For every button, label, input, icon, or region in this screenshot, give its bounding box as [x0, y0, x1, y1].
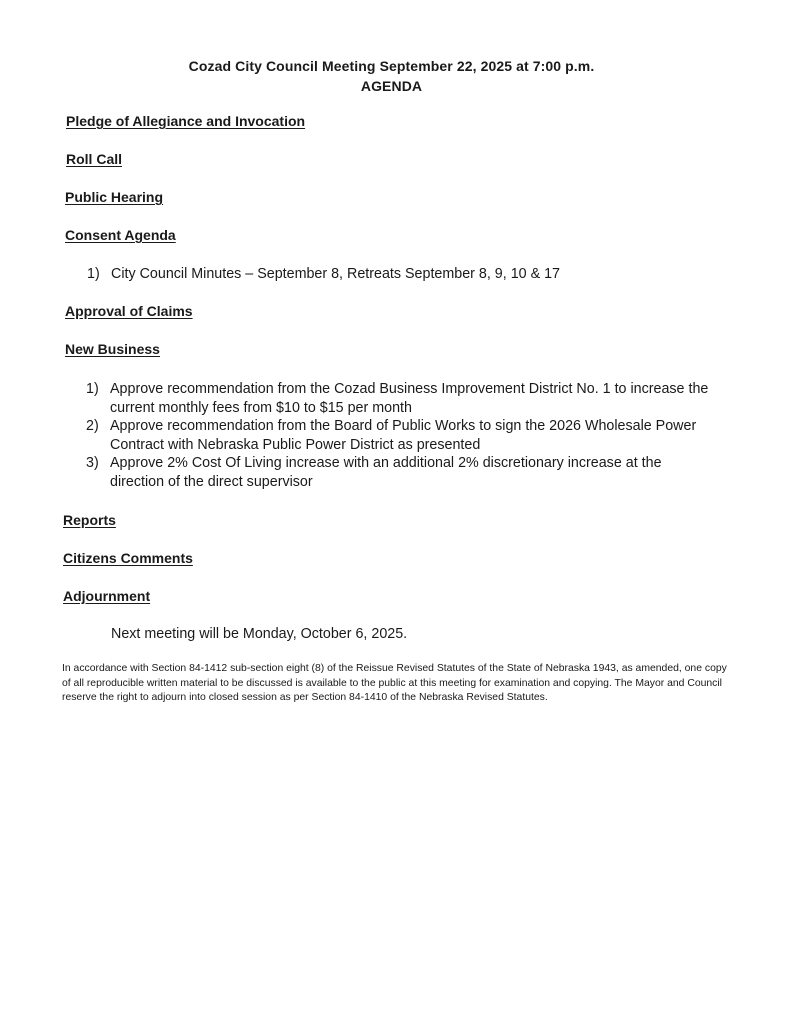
- page-subtitle: AGENDA: [360, 78, 423, 94]
- item-text: City Council Minutes – September 8, Retreats September 8, 9, 10 & 17: [111, 266, 560, 282]
- item-text: Approve 2% Cost Of Living increase with an additional 2% discretionary increase at the direction of the direct supervisor: [110, 455, 662, 490]
- item-text: Approve recommendation from the Board of Public Works to sign the 2026 Wholesale Power Contract with Nebraska Public Power District as presented: [110, 418, 697, 453]
- next-meeting-text: Next meeting will be Monday, October 6, 2025.: [111, 626, 408, 642]
- heading-pledge: Pledge of Allegiance and Invocation: [66, 113, 306, 129]
- new-business-item-3: [86, 454, 718, 491]
- item-number: 1): [86, 381, 99, 397]
- heading-approval-of-claims: Approval of Claims: [65, 303, 193, 319]
- legal-notice: In accordance with Section 84-1412 sub-section eight (8) of the Reissue Revised Statutes of the State of Nebraska 1943, as amended, one copy of all reproducible written material to be discussed is available to the public at this meeting for examination and copying. The Mayor and Council reserve the right to adjourn into closed session as per Section 84-1410 of the Nebraska Revised Statutes.: [62, 663, 727, 703]
- new-business-item-1: [86, 380, 718, 417]
- heading-new-business: New Business: [65, 341, 160, 357]
- item-number: 3): [86, 455, 99, 471]
- consent-item-1: [87, 265, 727, 284]
- page-title: Cozad City Council Meeting September 22, 2025 at 7:00 p.m.: [188, 58, 595, 74]
- item-number: 2): [86, 418, 99, 434]
- heading-adjournment: Adjournment: [63, 588, 151, 604]
- heading-roll-call: Roll Call: [66, 151, 123, 167]
- agenda-header: [0, 56, 791, 96]
- consent-agenda-list: [87, 265, 727, 284]
- heading-consent-agenda: Consent Agenda: [65, 227, 176, 243]
- new-business-list: [86, 380, 718, 491]
- heading-citizens-comments: Citizens Comments: [63, 550, 193, 566]
- heading-reports: Reports: [63, 512, 116, 528]
- item-number: 1): [87, 266, 100, 282]
- new-business-item-2: [86, 417, 718, 454]
- heading-public-hearing: Public Hearing: [65, 189, 164, 205]
- item-text: Approve recommendation from the Cozad Business Improvement District No. 1 to increase the current monthly fees from $10 to $15 per month: [110, 381, 709, 416]
